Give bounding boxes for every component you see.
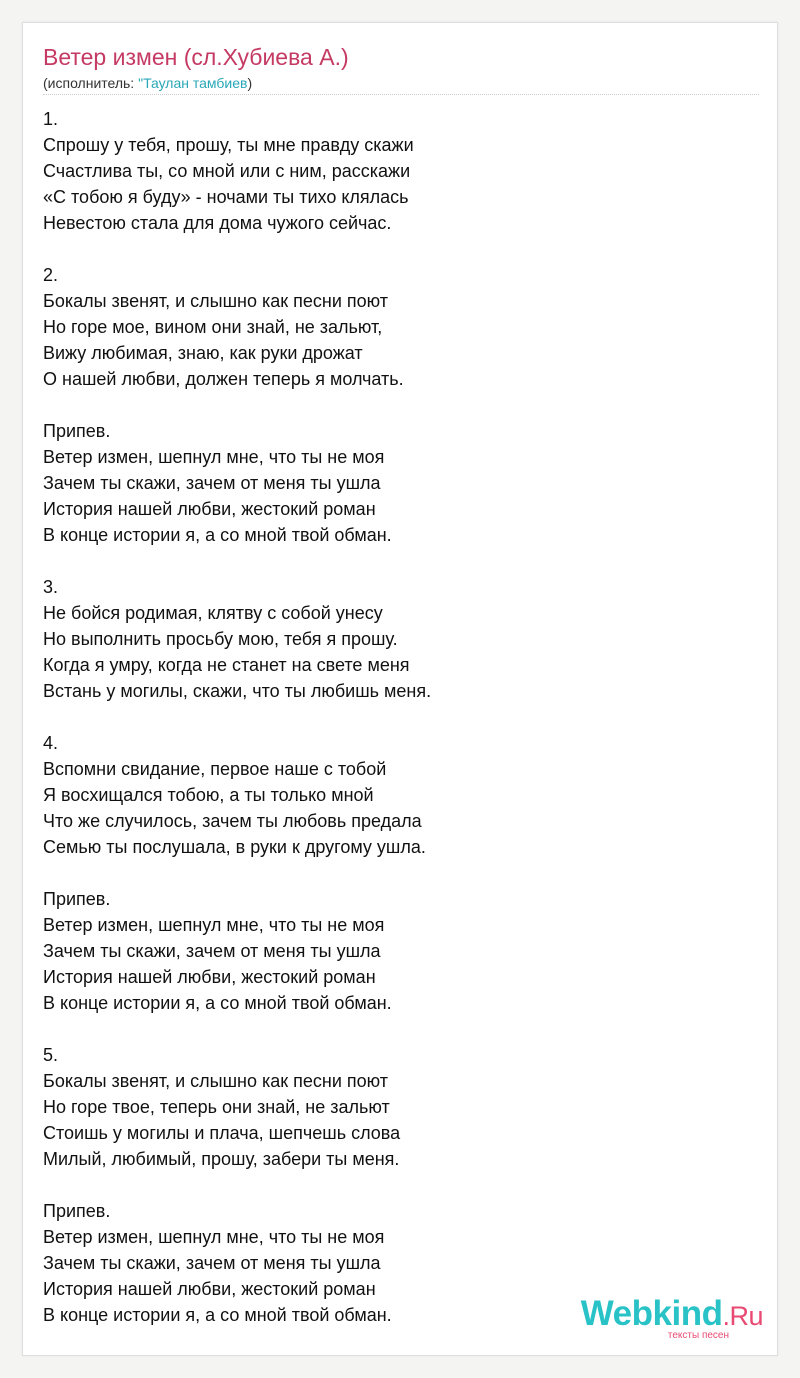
lyric-line: Ветер измен, шепнул мне, что ты не моя (43, 447, 385, 467)
lyrics-card (22, 22, 778, 1356)
lyric-line: О нашей любви, должен теперь я молчать. (43, 369, 404, 389)
lyric-line: Ветер измен, шепнул мне, что ты не моя (43, 915, 385, 935)
logo-wordmark (581, 1296, 763, 1334)
lyric-line: Милый, любимый, прошу, забери ты меня. (43, 1149, 400, 1169)
stanza-heading: Припев. (43, 889, 111, 909)
lyric-line: Семью ты послушала, в руки к другому ушла. (43, 837, 426, 857)
stanza-heading: Припев. (43, 1201, 111, 1221)
stanza (43, 574, 743, 704)
lyric-line: В конце истории я, а со мной твой обман. (43, 1305, 392, 1325)
lyric-line: Но горе твое, теперь они знай, не зальют (43, 1097, 390, 1117)
stanza (43, 418, 743, 548)
performer-line (43, 74, 252, 92)
logo-main-text: Webkind (580, 1294, 723, 1333)
lyric-line: Бокалы звенят, и слышно как песни поют (43, 291, 389, 311)
lyric-line: Не бойся родимая, клятву с собой унесу (43, 603, 383, 623)
performer-suffix: ) (247, 75, 253, 91)
lyric-line: Спрошу у тебя, прошу, ты мне правду скажи (43, 135, 414, 155)
stanza (43, 1042, 743, 1172)
stanza (43, 886, 743, 1016)
lyric-line: Зачем ты скажи, зачем от меня ты ушла (43, 941, 381, 961)
header-divider (43, 94, 759, 95)
lyric-line: История нашей любви, жестокий роман (43, 1279, 376, 1299)
lyric-line: Когда я умру, когда не станет на свете меня (43, 655, 410, 675)
lyric-line: Встань у могилы, скажи, что ты любишь меня. (43, 681, 432, 701)
lyric-line: История нашей любви, жестокий роман (43, 499, 376, 519)
lyric-line: Вспомни свидание, первое наше с тобой (43, 759, 387, 779)
lyric-line: Счастлива ты, со мной или с ним, расскажи (43, 161, 411, 181)
lyrics-text (43, 106, 743, 1354)
stanza (43, 262, 743, 392)
lyric-line: Бокалы звенят, и слышно как песни поют (43, 1071, 389, 1091)
webkind-logo (581, 1296, 763, 1341)
logo-suffix-text: .Ru (722, 1301, 763, 1331)
stanza-heading: Припев. (43, 421, 111, 441)
stanza (43, 730, 743, 860)
stanza-heading: 2. (43, 265, 59, 285)
stanza-heading: 5. (43, 1045, 59, 1065)
stanza (43, 106, 743, 236)
lyric-line: Зачем ты скажи, зачем от меня ты ушла (43, 473, 381, 493)
song-title: Ветер измен (сл.Хубиева А.) (43, 44, 349, 70)
lyric-line: «С тобою я буду» - ночами ты тихо клялась (43, 187, 409, 207)
lyric-line: Но горе мое, вином они знай, не зальют, (43, 317, 383, 337)
performer-prefix: (исполнитель: (43, 75, 139, 91)
logo-tagline: тексты песен (667, 1330, 729, 1341)
stanza-heading: 4. (43, 733, 59, 753)
lyric-line: Зачем ты скажи, зачем от меня ты ушла (43, 1253, 381, 1273)
stanza-heading: 1. (43, 109, 59, 129)
lyric-line: В конце истории я, а со мной твой обман. (43, 525, 392, 545)
stanza-heading: 3. (43, 577, 59, 597)
lyric-line: История нашей любви, жестокий роман (43, 967, 376, 987)
lyric-line: Вижу любимая, знаю, как руки дрожат (43, 343, 363, 363)
lyric-line: Но выполнить просьбу мою, тебя я прошу. (43, 629, 398, 649)
lyric-line: В конце истории я, а со мной твой обман. (43, 993, 392, 1013)
lyric-line: Ветер измен, шепнул мне, что ты не моя (43, 1227, 385, 1247)
lyric-line: Стоишь у могилы и плача, шепчешь слова (43, 1123, 401, 1143)
performer-link[interactable]: "Таулан тамбиев (138, 75, 248, 91)
lyric-line: Невестою стала для дома чужого сейчас. (43, 213, 392, 233)
lyric-line: Что же случилось, зачем ты любовь предала (43, 811, 422, 831)
lyric-line: Я восхищался тобою, а ты только мной (43, 785, 374, 805)
